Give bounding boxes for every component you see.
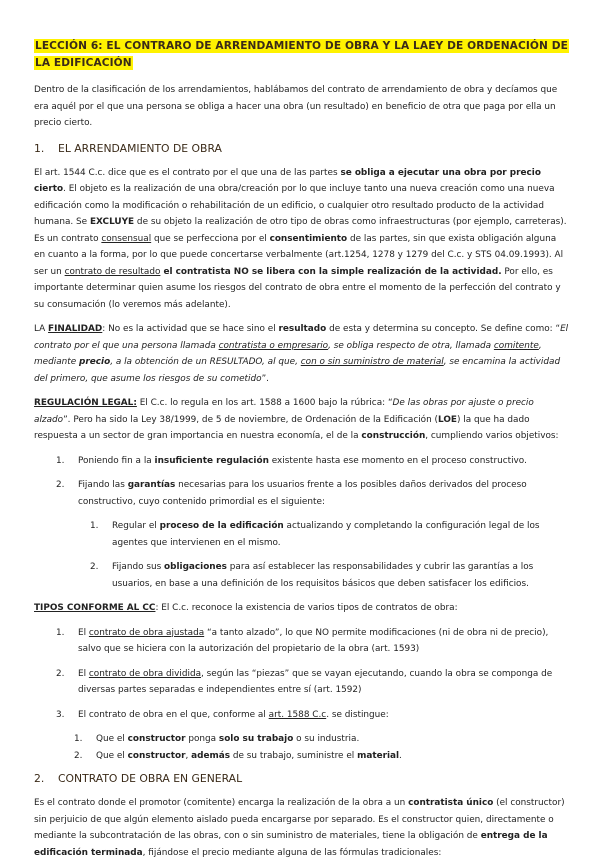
text-run: necesarias para los usuarios frente a los posibles daños derivados del proceso constructivo, cuyo contenido primordial es el siguiente: [78,480,527,507]
list-number: 2. [74,750,83,761]
text-run: , fijándose el precio mediante alguna de las fórmulas tradicionales: [142,847,442,858]
text-run: ”. Pero ha sido la Ley 38/1999, de 5 de noviembre, de Ordenación de la Edificación ( [63,414,439,425]
bold-run: constructor [127,734,186,744]
bold-run: resultado [278,324,327,334]
regulacion-paragraph [34,395,569,445]
list-item-text [96,731,359,748]
bold-run: garantías [127,480,176,490]
list-item-text [112,518,569,551]
text-run: El C.c. lo regula en los art. 1588 a 1600 bajo la rúbrica: “ [136,398,393,408]
text-run: ”. [261,373,269,384]
list-item-text [112,559,569,592]
italic-run: El contrato por el que una persona llamada [34,324,569,351]
bold-run: además [191,750,231,761]
bold-run: construcción [361,431,426,441]
text-run: de su objeto la realización de otro tipo de obras como infraestructuras (por ejemplo, carreteras). Es un contrato [34,217,567,244]
text-run: Fijando las [78,480,128,490]
bold-underline-run: FINALIDAD [48,324,103,334]
bold-run: contratista único [408,798,494,808]
list-number: 1. [56,627,65,638]
text-run: Regular el [112,521,160,531]
intro-paragraph: Dentro de la clasificación de los arrendamientos, hablábamos del contrato de arrendamiento de obra y decíamos que era aquél por el que una persona se obliga a hacer una obra (un resultado) en beneficio de otra que paga por ella un precio cierto. [34,85,558,128]
italic-run: , se encamina la actividad del primero, que asume los riesgos de su cometido [34,357,561,384]
text-run: Poniendo fin a la [78,455,155,466]
list-item-text [78,477,569,510]
text-run: , según las “piezas” que se vayan ejecutando, cuando la obra se componga de diversas partes separadas e independientes entre sí (art. 1592) [78,668,553,695]
sub-objectives-list [34,518,569,592]
text-run: El art. 1544 C.c. dice que es el contrato por el que una de las partes [34,167,341,178]
list-item-text [78,666,569,699]
section-2-number: 2. [34,772,45,785]
section-1-heading [34,142,569,155]
text-run: Por ello, es importante determinar quien asume los riesgos del contrato de obra entre el momento de la perfección del contrato y su consumación (lo veremos más adelante). [34,266,561,310]
text-run: . se distingue: [326,709,389,720]
lesson-title [34,38,569,72]
list-item [56,453,569,470]
text-run: ponga [185,734,219,744]
contrato-general-paragraph [34,795,569,861]
italic-run: De las obras por ajuste o precio alzado [34,398,534,425]
list-item-text [78,625,569,658]
list-number: 3. [56,709,65,720]
italic-run: , se obliga respecto de otra, llamada [328,340,494,351]
text-run: El [78,668,89,679]
text-run: : No es la actividad que se hace sino el [102,324,279,334]
section-2-heading [34,772,569,785]
section-1-title: EL ARRENDAMIENTO DE OBRA [58,141,222,155]
text-run: (el constructor) sin perjuicio de que algún elemento aislado pueda encargarse por separado. Es el constructor quien, directamente o mediante la subcontratación de las obras, con o sin suministro de materiales, tiene la obligación de [34,798,565,841]
italic-underline-run: comitente [493,340,539,351]
underline-run: contrato de obra ajustada [88,627,205,638]
list-item-text [96,748,402,765]
bold-run: el contratista NO se libera con la simple realización de la actividad. [160,266,502,277]
italic-run: , a la obtención de un RESULTADO, al que, [110,357,301,367]
list-number: 2. [56,668,65,679]
text-run: , cumpliendo varios objetivos: [425,431,559,441]
text-run: de las partes, sin que exista obligación alguna en cuanto a la forma, por lo que puede concertarse verbalmente (art.1254, 1278 y 1279 del C.c. y STS 04.09.1993). Al ser un [34,233,564,277]
section-1-number: 1. [34,141,45,155]
text-run: Es el contrato donde el promotor (comitente) encarga la realización de la obra a un [34,798,409,808]
text-run: de esta y determina su concepto. Se define como: “ [326,324,561,334]
underline-run: contrato de obra dividida [88,668,202,679]
text-run: ) la que ha dado respuesta a un sector de gran importancia en nuestra economía, el de la [34,414,530,441]
bold-run: LOE [438,414,457,425]
bold-underline-run: REGULACIÓN LEGAL: [34,398,137,408]
underline-run: art. 1588 C.c [268,709,327,720]
list-item [56,666,569,699]
bold-run: proceso de la edificación [159,521,284,531]
objectives-list [34,453,569,511]
text-run: Que el [96,734,128,744]
bold-run: EXCLUYE [89,217,135,227]
bold-run: se obliga a ejecutar una obra por precio cierto [34,167,541,194]
definition-paragraph [34,165,569,314]
bold-run: constructor [127,750,186,761]
bold-run: solo su trabajo [218,734,294,744]
bold-run: insuficiente regulación [154,455,269,466]
text-run: de su trabajo, suministre el [230,750,358,761]
list-item [56,625,569,658]
text-run: o su industria. [293,734,360,744]
text-run: : El C.c. reconoce la existencia de varios tipos de contratos de obra: [155,603,458,613]
bold-run: consentimiento [269,233,348,244]
italic-bold-run: precio [79,357,111,367]
title-highlight: LECCIÓN 6: EL CONTRARO DE ARRENDAMIENTO DE OBRA Y LA LAEY DE ORDENACIÓN DE LA EDIFICACIÓN [35,40,568,69]
underline-run: consensual [101,233,152,244]
types-list [34,625,569,724]
list-item [56,707,569,724]
bold-run: material [357,750,400,761]
list-number: 1. [56,455,65,466]
list-item [74,748,569,765]
list-item [56,477,569,510]
italic-run: , mediante [34,340,542,367]
text-run: Fijando sus [112,562,165,572]
text-run: existente hasta ese momento en el proceso constructivo. [268,455,527,466]
finalidad-paragraph [34,321,569,387]
text-run: LA [34,324,49,334]
text-run: El [78,627,89,638]
section-2-title: CONTRATO DE OBRA EN GENERAL [58,772,243,785]
list-number: 2. [90,562,99,572]
list-number: 1. [74,734,83,744]
list-number: 1. [90,521,99,531]
text-run: . El objeto es la realización de una obra/creación por lo que incluye tanto una nueva creación como una nueva edificación como la modificación o rehabilitación de un edificio, o cualquier otro resultado producto de la actividad humana. Se [34,184,555,227]
type3-sublist [34,731,569,764]
text-run: . [399,750,402,761]
list-item-text [78,707,389,724]
text-run: Que el [96,750,128,761]
tipos-paragraph [34,600,569,617]
text-run: , [185,750,192,761]
list-item [90,559,569,592]
bold-run: obligaciones [164,562,227,572]
list-item [90,518,569,551]
text-run: para así establecer las responsabilidades y cubrir las garantías a los usuarios, en base a una definición de los requisitos básicos que deben satisfacer los edificios. [112,562,534,589]
bold-underline-run: TIPOS CONFORME AL CC [34,603,156,613]
list-number: 2. [56,480,65,490]
list-item [74,731,569,748]
text-run: “a tanto alzado”, lo que NO permite modificaciones (ni de obra ni de precio), salvo que se hiciera con la autorización del propietario de la obra (art. 1593) [78,627,549,654]
italic-underline-run: contratista o empresario [218,340,329,351]
list-item-text [78,453,527,470]
bold-run: entrega de la edificación terminada [34,831,548,858]
text-run: actualizando y completando la configuración legal de los agentes que intervienen en el mismo. [112,521,540,548]
underline-run: contrato de resultado [64,266,161,277]
italic-underline-run: con o sin suministro de material [300,357,444,367]
text-run: El contrato de obra en el que, conforme al [78,709,269,720]
text-run: que se perfecciona por el [151,233,270,244]
